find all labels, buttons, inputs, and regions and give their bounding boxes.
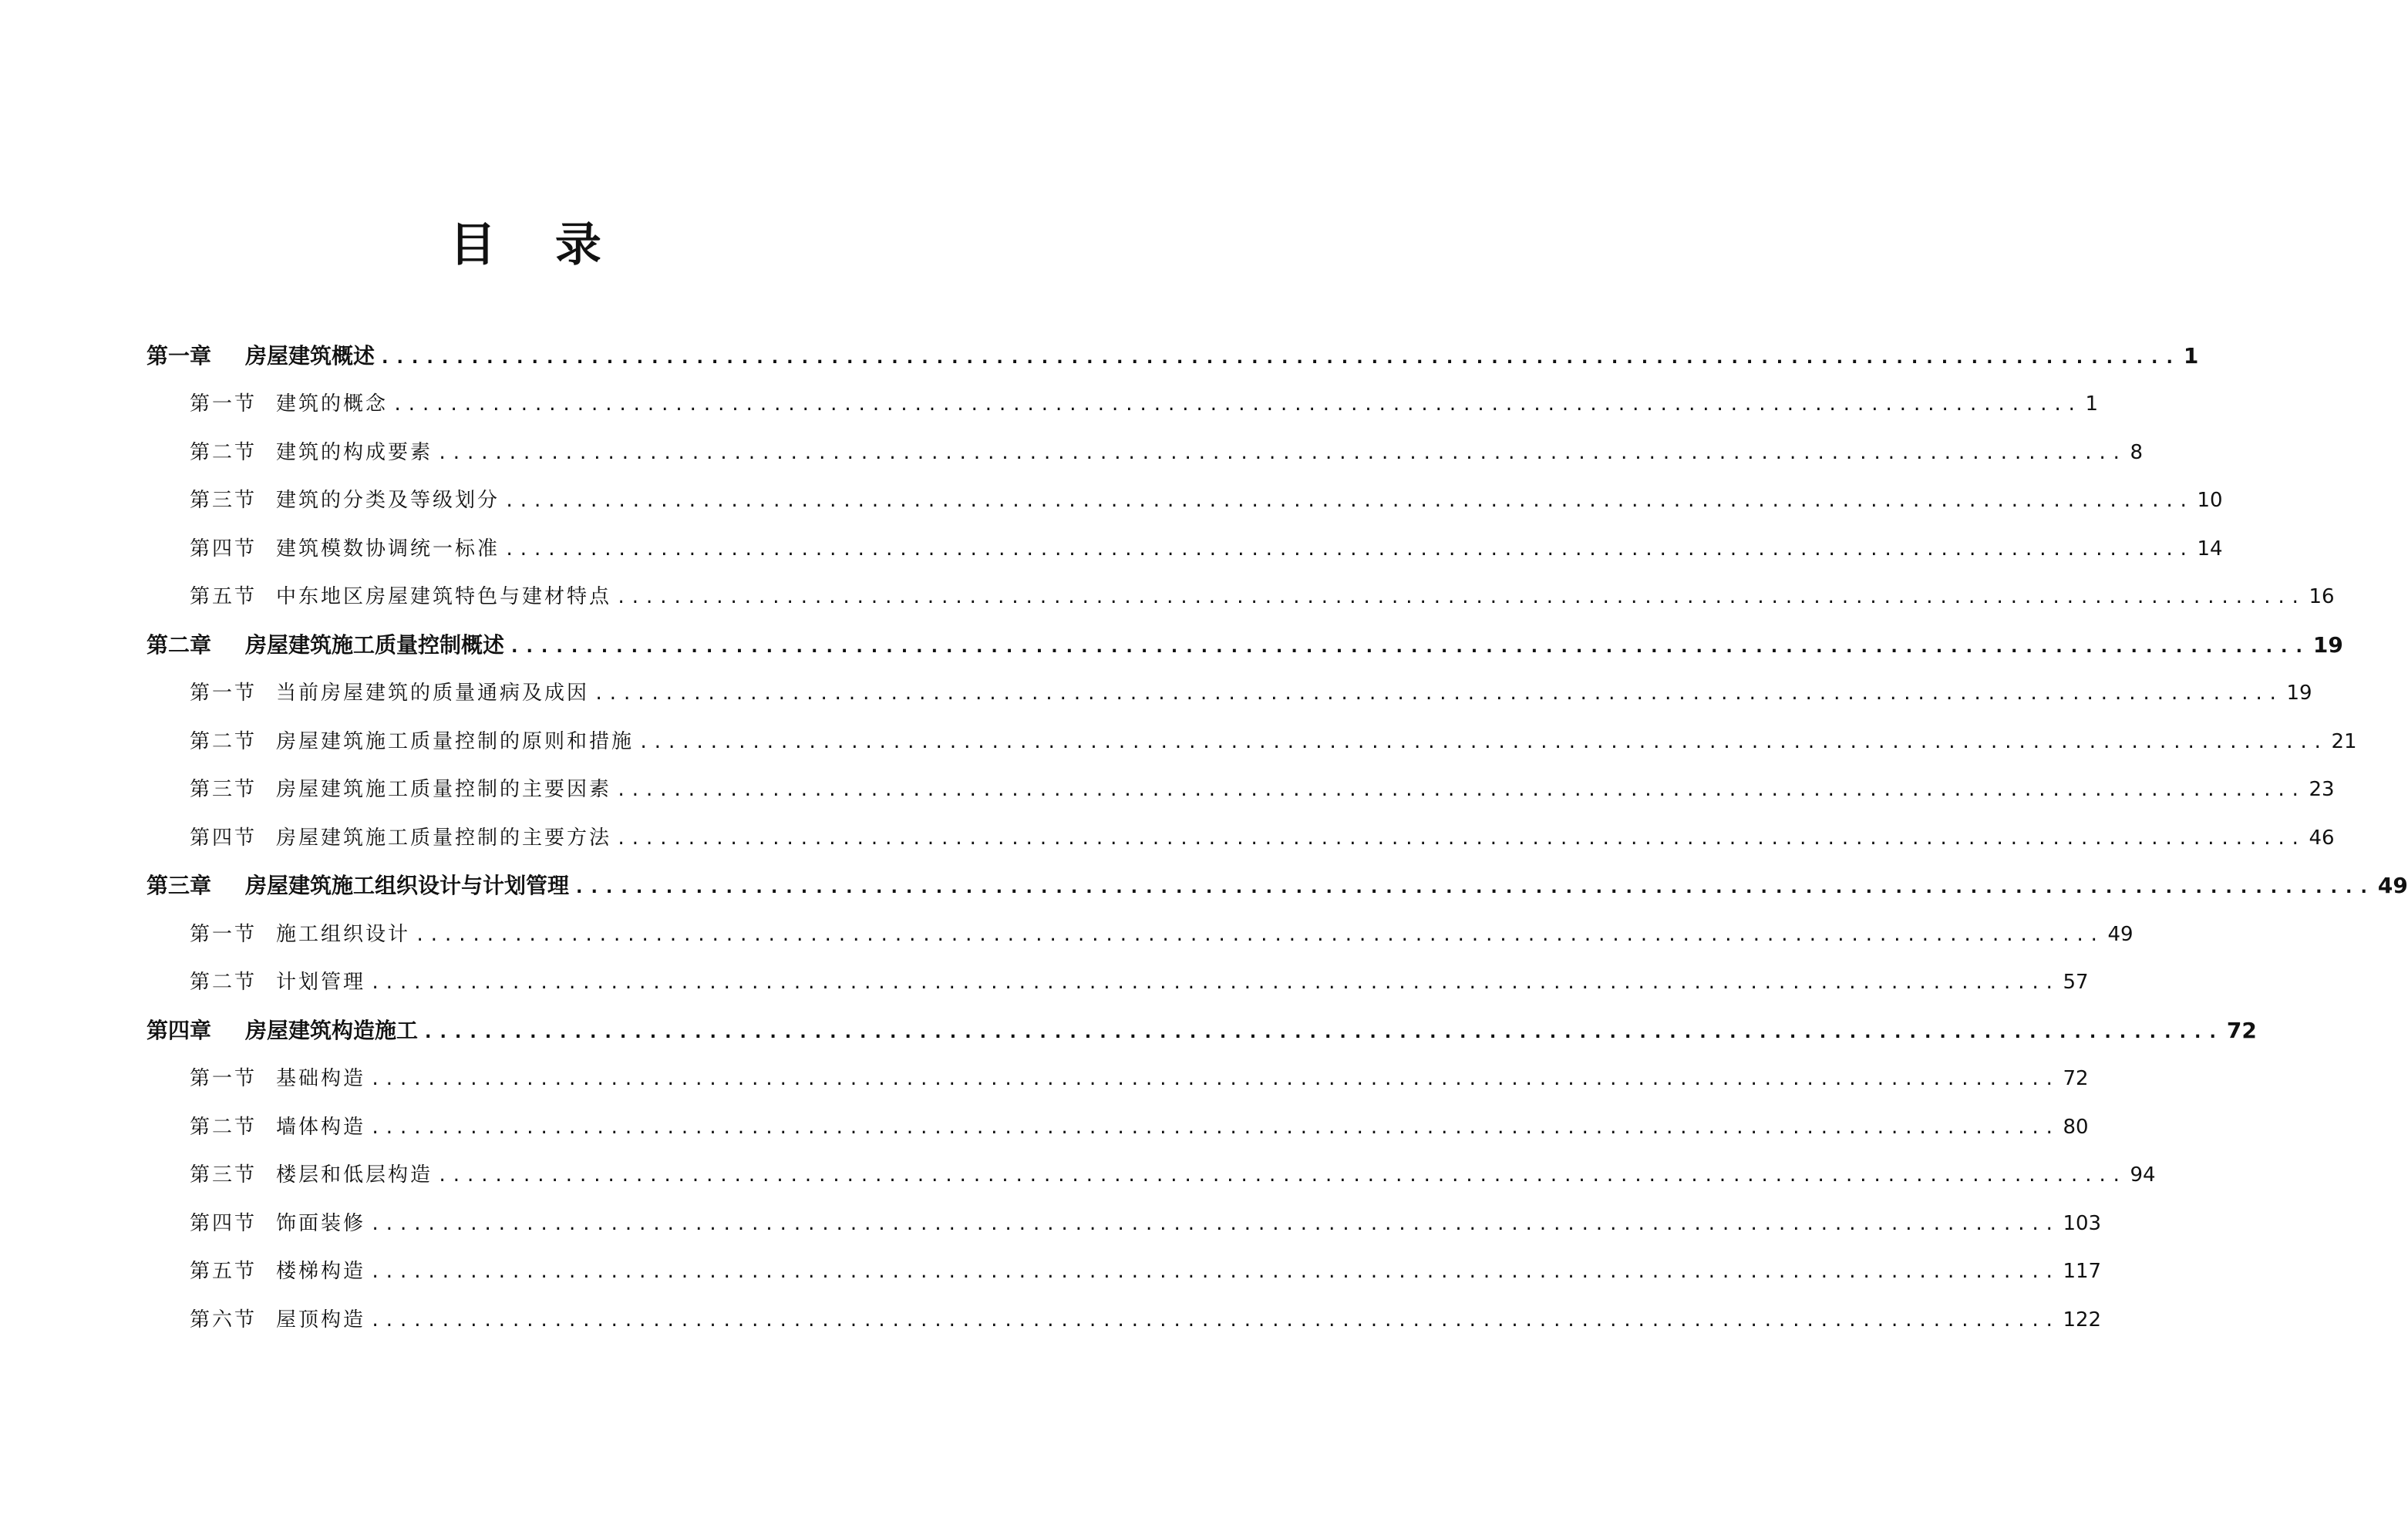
- toc-dot-leader: ........................................................................................................................: [616, 781, 2305, 800]
- toc-dot-leader: ........................................................................................................................: [638, 733, 2327, 752]
- toc-entry[interactable]: [147, 1013, 2257, 1049]
- toc-dot-leader: ........................................................................................................................: [415, 926, 2103, 945]
- toc-entry[interactable]: [190, 820, 2335, 856]
- toc-dot-leader: ........................................................................................................................: [392, 396, 2081, 415]
- toc-page-number: 14: [2197, 537, 2223, 561]
- toc-entry-number: 第二节: [190, 1116, 258, 1139]
- toc-entry-title: 房屋建筑施工组织设计与计划管理: [245, 873, 570, 898]
- toc-page-number: 117: [2063, 1260, 2102, 1283]
- toc-entry-title: 建筑的分类及等级划分: [276, 489, 500, 512]
- toc-entry-number: 第二章: [147, 632, 212, 658]
- toc-dot-leader: ........................................................................................................................: [574, 876, 2373, 897]
- toc-entry-number: 第四节: [190, 537, 258, 561]
- toc-entry-number: 第二节: [190, 971, 258, 994]
- toc-entry-title: 楼层和低层构造: [276, 1163, 433, 1187]
- toc-dot-leader: ........................................................................................................................: [509, 635, 2309, 657]
- toc-entry[interactable]: [190, 483, 2223, 518]
- toc-entry-title: 房屋建筑概述: [245, 343, 376, 369]
- toc-entry-number: 第五节: [190, 585, 258, 608]
- toc-dot-leader: ........................................................................................................................: [437, 444, 2126, 463]
- toc-dot-leader: ........................................................................................................................: [616, 588, 2305, 608]
- toc-entry-number: 第三章: [147, 873, 212, 898]
- toc-entry[interactable]: [147, 628, 2343, 663]
- toc-page-number: 1: [2183, 343, 2199, 369]
- toc-page-number: 46: [2309, 827, 2335, 850]
- toc-page-number: 80: [2063, 1116, 2089, 1139]
- toc-dot-leader: ........................................................................................................................: [504, 492, 2193, 511]
- toc-entry-title: 基础构造: [276, 1067, 366, 1090]
- toc-entry-number: 第五节: [190, 1260, 258, 1283]
- toc-entry-title: 墙体构造: [276, 1116, 366, 1139]
- toc-dot-leader: ........................................................................................................................: [616, 830, 2305, 849]
- toc-dot-leader: ........................................................................................................................: [423, 1021, 2222, 1042]
- toc-dot-leader: ........................................................................................................................: [370, 1263, 2059, 1282]
- toc-entry-title: 房屋建筑施工质量控制的原则和措施: [276, 730, 635, 753]
- toc-page-number: 16: [2309, 585, 2335, 608]
- toc-entry[interactable]: [190, 435, 2143, 470]
- toc-page-number: 8: [2130, 441, 2143, 464]
- toc-entry-number: 第一节: [190, 682, 258, 705]
- toc-entry[interactable]: [190, 579, 2335, 614]
- toc-entry-title: 楼梯构造: [276, 1260, 366, 1283]
- toc-page-number: 19: [2286, 682, 2312, 705]
- toc-dot-leader: ........................................................................................................................: [370, 1070, 2059, 1089]
- toc-entry-title: 房屋建筑构造施工: [245, 1018, 419, 1043]
- toc-entry-number: 第一节: [190, 1067, 258, 1090]
- toc-page-number: 10: [2197, 489, 2223, 512]
- toc-page-number: 19: [2312, 632, 2343, 658]
- toc-entry[interactable]: [190, 1061, 2089, 1096]
- toc-entry[interactable]: [190, 724, 2357, 759]
- toc-entry-title: 建筑模数协调统一标准: [276, 537, 500, 561]
- toc-entry-number: 第一节: [190, 923, 258, 946]
- toc-entry-title: 计划管理: [276, 971, 366, 994]
- toc-entry[interactable]: [190, 1254, 2102, 1289]
- toc-entry[interactable]: [190, 917, 2134, 952]
- toc-entry[interactable]: [190, 1302, 2102, 1338]
- toc-dot-leader: ........................................................................................................................: [370, 1311, 2059, 1331]
- toc-dot-leader: ........................................................................................................................: [504, 540, 2193, 560]
- toc-page-number: 57: [2063, 971, 2089, 994]
- toc-page-number: 1: [2085, 392, 2098, 416]
- toc-entry-number: 第一节: [190, 392, 258, 416]
- toc-page-number: 72: [2063, 1067, 2089, 1090]
- toc-entry-number: 第一章: [147, 343, 212, 369]
- toc-entry[interactable]: [190, 772, 2335, 807]
- toc-entry[interactable]: [147, 868, 2408, 904]
- toc-page-number: 49: [2377, 873, 2408, 898]
- toc-page-number: 21: [2331, 730, 2357, 753]
- toc-entry-number: 第四节: [190, 1212, 258, 1235]
- toc-entry[interactable]: [190, 1109, 2089, 1145]
- toc-entry[interactable]: [147, 338, 2199, 374]
- toc-entry-title: 房屋建筑施工质量控制概述: [245, 632, 505, 658]
- toc-entry-number: 第三节: [190, 489, 258, 512]
- toc-page-number: 103: [2063, 1212, 2102, 1235]
- toc-dot-leader: ........................................................................................................................: [370, 1215, 2059, 1234]
- toc-page-number: 23: [2309, 778, 2335, 801]
- toc-dot-leader: ........................................................................................................................: [370, 974, 2059, 993]
- toc-entry[interactable]: [190, 965, 2089, 1000]
- toc-dot-leader: ........................................................................................................................: [370, 1119, 2059, 1138]
- toc-entry-title: 屋顶构造: [276, 1308, 366, 1332]
- toc-entry-title: 当前房屋建筑的质量通病及成因: [276, 682, 590, 705]
- toc-entry-number: 第三节: [190, 778, 258, 801]
- toc-entry-number: 第三节: [190, 1163, 258, 1187]
- toc-entry-number: 第六节: [190, 1308, 258, 1332]
- toc-entry-title: 房屋建筑施工质量控制的主要因素: [276, 778, 612, 801]
- toc-entry-number: 第四章: [147, 1018, 212, 1043]
- toc-entry-title: 房屋建筑施工质量控制的主要方法: [276, 827, 612, 850]
- toc-entry[interactable]: [190, 1157, 2156, 1193]
- toc-entry[interactable]: [190, 386, 2098, 422]
- toc-entry-title: 建筑的概念: [276, 392, 389, 416]
- toc-page-number: 72: [2226, 1018, 2257, 1043]
- toc-entry-title: 中东地区房屋建筑特色与建材特点: [276, 585, 612, 608]
- toc-entry-number: 第二节: [190, 730, 258, 753]
- toc-entry-number: 第二节: [190, 441, 258, 464]
- page-title: 目 录: [450, 218, 623, 272]
- toc-entry-number: 第四节: [190, 827, 258, 850]
- toc-entry[interactable]: [190, 675, 2312, 711]
- toc-entry-title: 施工组织设计: [276, 923, 411, 946]
- toc-page-number: 122: [2063, 1308, 2102, 1332]
- toc-page-number: 94: [2130, 1163, 2156, 1187]
- toc-page-number: 49: [2107, 923, 2134, 946]
- toc-dot-leader: ........................................................................................................................: [437, 1167, 2126, 1186]
- toc-entry-title: 饰面装修: [276, 1212, 366, 1235]
- toc-entry[interactable]: [190, 1206, 2102, 1241]
- toc-dot-leader: ........................................................................................................................: [379, 346, 2179, 368]
- toc-dot-leader: ........................................................................................................................: [594, 685, 2282, 704]
- toc-entry[interactable]: [190, 531, 2223, 567]
- toc-entry-title: 建筑的构成要素: [276, 441, 433, 464]
